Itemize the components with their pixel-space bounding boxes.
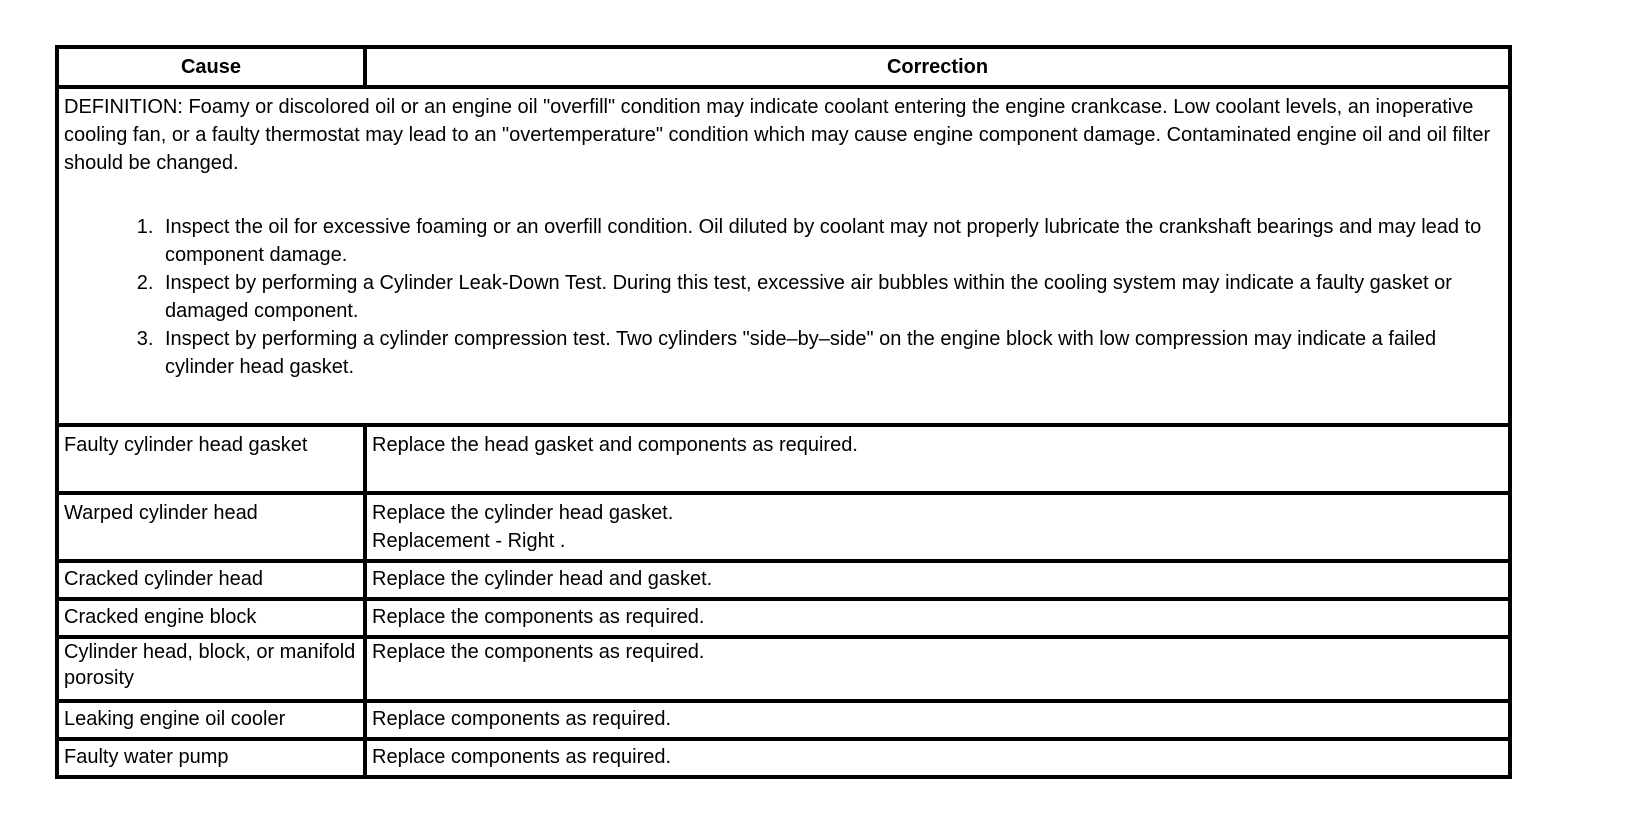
header-row <box>57 47 1510 87</box>
table-row <box>57 425 1510 493</box>
inspection-step: 2. Inspect by performing a Cylinder Leak-Down Test. During this test, excessive air bubbles within the cooling system may indicate a faulty gasket or damaged component. <box>159 269 1503 325</box>
correction-line: Replacement - Right . <box>372 530 566 552</box>
correction-cell: Replace the components as required. <box>365 599 1510 637</box>
definition-text: DEFINITION: Foamy or discolored oil or an engine oil "overfill" condition may indicate coolant entering the engine crankcase. Low coolant levels, an inoperative cooling fan, or a faulty thermostat may lead to an "overtemperature" condition which may cause engine component damage. Contaminated engine oil and oil filter should be changed. <box>64 96 1491 174</box>
table-row <box>57 637 1510 701</box>
inspection-step: 3. Inspect by performing a cylinder compression test. Two cylinders "side–by–side" on the engine block with low compression may indicate a failed cylinder head gasket. <box>159 325 1503 381</box>
correction-column-header: Correction <box>365 47 1510 87</box>
correction-cell <box>365 493 1510 561</box>
diagnostic-table <box>55 45 1512 779</box>
definition-row <box>57 87 1510 425</box>
correction-cell: Replace components as required. <box>365 739 1510 777</box>
correction-cell: Replace components as required. <box>365 701 1510 739</box>
table-row <box>57 561 1510 599</box>
cause-cell: Cracked engine block <box>57 599 365 637</box>
inspection-steps-list <box>64 213 1503 381</box>
table-row <box>57 493 1510 561</box>
correction-cell: Replace the head gasket and components as required. <box>365 425 1510 493</box>
correction-cell: Replace the components as required. <box>365 637 1510 701</box>
table-row <box>57 739 1510 777</box>
correction-line: Replace the cylinder head gasket. <box>372 502 674 524</box>
cause-cell: Leaking engine oil cooler <box>57 701 365 739</box>
cause-cell: Faulty water pump <box>57 739 365 777</box>
cause-cell: Cracked cylinder head <box>57 561 365 599</box>
inspection-step: 1. Inspect the oil for excessive foaming or an overfill condition. Oil diluted by coolant may not properly lubricate the crankshaft bearings and may lead to component damage. <box>159 213 1503 269</box>
cause-column-header: Cause <box>57 47 365 87</box>
cause-cell: Cylinder head, block, or manifold porosity <box>57 637 365 701</box>
correction-cell: Replace the cylinder head and gasket. <box>365 561 1510 599</box>
cause-cell: Warped cylinder head <box>57 493 365 561</box>
table-row <box>57 599 1510 637</box>
table-row <box>57 701 1510 739</box>
definition-cell <box>57 87 1510 425</box>
cause-cell: Faulty cylinder head gasket <box>57 425 365 493</box>
